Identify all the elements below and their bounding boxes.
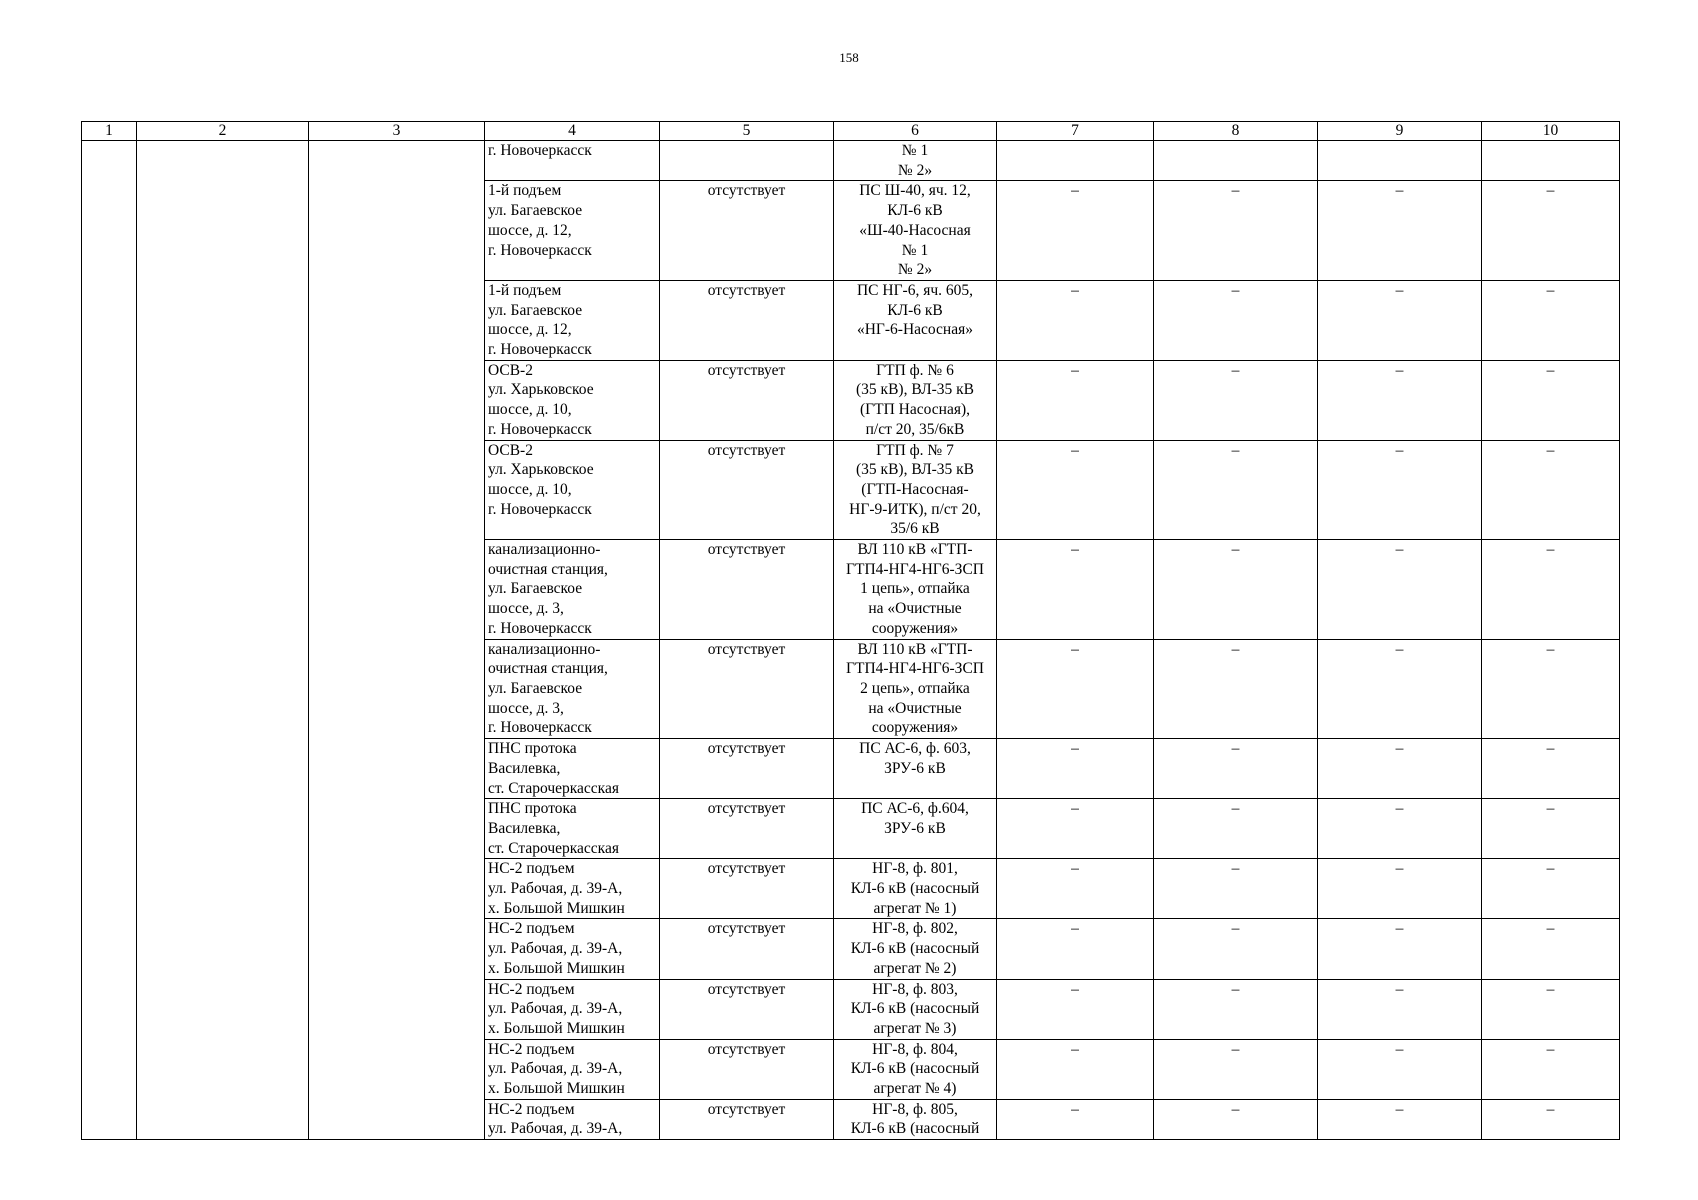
supply-cell: ГТП ф. № 7 (35 кВ), ВЛ-35 кВ (ГТП-Насосная- НГ-9-ИТК), п/ст 20, 35/6 кВ: [834, 440, 997, 540]
address-cell: НС-2 подъем ул. Рабочая, д. 39-А, х. Большой Мишкин: [485, 919, 660, 979]
sensor-cell: отсутствует: [660, 280, 834, 360]
col-9-cell: –: [1318, 859, 1482, 919]
col-10-cell: –: [1482, 859, 1620, 919]
col-7-cell: –: [997, 280, 1154, 360]
column-header: 8: [1154, 122, 1318, 141]
col-10-cell: –: [1482, 919, 1620, 979]
col-10-cell: –: [1482, 1039, 1620, 1099]
col-10-cell: –: [1482, 181, 1620, 281]
col-7-cell: [997, 141, 1154, 181]
sensor-cell: отсутствует: [660, 859, 834, 919]
col-8-cell: –: [1154, 739, 1318, 799]
col-9-cell: –: [1318, 440, 1482, 540]
col-8-cell: –: [1154, 440, 1318, 540]
col-8-cell: –: [1154, 979, 1318, 1039]
col-10-cell: –: [1482, 739, 1620, 799]
col-7-cell: –: [997, 799, 1154, 859]
sensor-cell: отсутствует: [660, 540, 834, 640]
col-9-cell: –: [1318, 799, 1482, 859]
col-7-cell: –: [997, 1039, 1154, 1099]
col-8-cell: [1154, 141, 1318, 181]
col-7-cell: –: [997, 540, 1154, 640]
col-9-cell: –: [1318, 1039, 1482, 1099]
col-10-cell: –: [1482, 540, 1620, 640]
col-9-cell: –: [1318, 639, 1482, 739]
col-8-cell: –: [1154, 859, 1318, 919]
supply-cell: ГТП ф. № 6 (35 кВ), ВЛ-35 кВ (ГТП Насосная), п/ст 20, 35/6кВ: [834, 360, 997, 440]
column-header: 3: [309, 122, 485, 141]
page-number: 158: [839, 50, 859, 65]
sensor-cell: отсутствует: [660, 919, 834, 979]
sensor-cell: отсутствует: [660, 1039, 834, 1099]
col-8-cell: –: [1154, 360, 1318, 440]
supply-cell: № 1 № 2»: [834, 141, 997, 181]
col-10-cell: [1482, 141, 1620, 181]
supply-cell: ВЛ 110 кВ «ГТП- ГТП4-НГ4-НГ6-ЗСП 1 цепь», отпайка на «Очистные сооружения»: [834, 540, 997, 640]
sensor-cell: отсутствует: [660, 739, 834, 799]
sensor-cell: отсутствует: [660, 1099, 834, 1139]
col-7-cell: –: [997, 919, 1154, 979]
address-cell: НС-2 подъем ул. Рабочая, д. 39-А, х. Большой Мишкин: [485, 1039, 660, 1099]
column-header: 10: [1482, 122, 1620, 141]
col-10-cell: –: [1482, 979, 1620, 1039]
col-8-cell: –: [1154, 540, 1318, 640]
col-1-cell: [82, 141, 137, 1140]
sensor-cell: отсутствует: [660, 639, 834, 739]
address-cell: НС-2 подъем ул. Рабочая, д. 39-А,: [485, 1099, 660, 1139]
col-10-cell: –: [1482, 1099, 1620, 1139]
address-cell: ПНС протока Василевка, ст. Старочеркасская: [485, 799, 660, 859]
sensor-cell: отсутствует: [660, 799, 834, 859]
col-7-cell: –: [997, 181, 1154, 281]
col-7-cell: –: [997, 639, 1154, 739]
address-cell: НС-2 подъем ул. Рабочая, д. 39-А, х. Большой Мишкин: [485, 979, 660, 1039]
col-3-cell: [309, 141, 485, 1140]
supply-cell: НГ-8, ф. 804, КЛ-6 кВ (насосный агрегат № 4): [834, 1039, 997, 1099]
col-8-cell: –: [1154, 919, 1318, 979]
address-cell: канализационно- очистная станция, ул. Багаевское шоссе, д. 3, г. Новочеркасск: [485, 540, 660, 640]
sensor-cell: отсутствует: [660, 181, 834, 281]
col-8-cell: –: [1154, 181, 1318, 281]
address-cell: ОСВ-2 ул. Харьковское шоссе, д. 10, г. Новочеркасск: [485, 360, 660, 440]
column-header: 9: [1318, 122, 1482, 141]
column-header: 6: [834, 122, 997, 141]
supply-cell: ПС АС-6, ф. 603, ЗРУ-6 кВ: [834, 739, 997, 799]
supply-cell: НГ-8, ф. 801, КЛ-6 кВ (насосный агрегат № 1): [834, 859, 997, 919]
col-7-cell: –: [997, 859, 1154, 919]
supply-cell: ПС Ш-40, яч. 12, КЛ-6 кВ «Ш-40-Насосная № 1 № 2»: [834, 181, 997, 281]
col-9-cell: –: [1318, 739, 1482, 799]
col-10-cell: –: [1482, 280, 1620, 360]
col-9-cell: –: [1318, 360, 1482, 440]
address-cell: ПНС протока Василевка, ст. Старочеркасская: [485, 739, 660, 799]
col-7-cell: –: [997, 360, 1154, 440]
column-header: 5: [660, 122, 834, 141]
col-10-cell: –: [1482, 799, 1620, 859]
address-cell: г. Новочеркасск: [485, 141, 660, 181]
supply-cell: ВЛ 110 кВ «ГТП- ГТП4-НГ4-НГ6-ЗСП 2 цепь», отпайка на «Очистные сооружения»: [834, 639, 997, 739]
col-7-cell: –: [997, 739, 1154, 799]
col-10-cell: –: [1482, 639, 1620, 739]
data-table: [81, 121, 1620, 1140]
col-8-cell: –: [1154, 1099, 1318, 1139]
header-row: [82, 122, 1620, 141]
supply-cell: НГ-8, ф. 803, КЛ-6 кВ (насосный агрегат № 3): [834, 979, 997, 1039]
col-10-cell: –: [1482, 360, 1620, 440]
supply-cell: ПС НГ-6, яч. 605, КЛ-6 кВ «НГ-6-Насосная»: [834, 280, 997, 360]
table-row: [82, 141, 1620, 181]
col-9-cell: –: [1318, 919, 1482, 979]
address-cell: НС-2 подъем ул. Рабочая, д. 39-А, х. Большой Мишкин: [485, 859, 660, 919]
sensor-cell: отсутствует: [660, 979, 834, 1039]
col-9-cell: [1318, 141, 1482, 181]
address-cell: 1-й подъем ул. Багаевское шоссе, д. 12, г. Новочеркасск: [485, 181, 660, 281]
supply-cell: НГ-8, ф. 802, КЛ-6 кВ (насосный агрегат № 2): [834, 919, 997, 979]
address-cell: ОСВ-2 ул. Харьковское шоссе, д. 10, г. Новочеркасск: [485, 440, 660, 540]
address-cell: 1-й подъем ул. Багаевское шоссе, д. 12, г. Новочеркасск: [485, 280, 660, 360]
col-2-cell: [137, 141, 309, 1140]
column-header: 2: [137, 122, 309, 141]
sensor-cell: отсутствует: [660, 440, 834, 540]
col-8-cell: –: [1154, 280, 1318, 360]
supply-cell: НГ-8, ф. 805, КЛ-6 кВ (насосный: [834, 1099, 997, 1139]
col-9-cell: –: [1318, 979, 1482, 1039]
col-7-cell: –: [997, 979, 1154, 1039]
supply-cell: ПС АС-6, ф.604, ЗРУ-6 кВ: [834, 799, 997, 859]
col-9-cell: –: [1318, 181, 1482, 281]
col-9-cell: –: [1318, 280, 1482, 360]
col-8-cell: –: [1154, 639, 1318, 739]
column-header: 7: [997, 122, 1154, 141]
col-9-cell: –: [1318, 1099, 1482, 1139]
sensor-cell: [660, 141, 834, 181]
col-10-cell: –: [1482, 440, 1620, 540]
column-header: 4: [485, 122, 660, 141]
col-8-cell: –: [1154, 1039, 1318, 1099]
col-8-cell: –: [1154, 799, 1318, 859]
col-7-cell: –: [997, 440, 1154, 540]
column-header: 1: [82, 122, 137, 141]
sensor-cell: отсутствует: [660, 360, 834, 440]
col-9-cell: –: [1318, 540, 1482, 640]
address-cell: канализационно- очистная станция, ул. Багаевское шоссе, д. 3, г. Новочеркасск: [485, 639, 660, 739]
col-7-cell: –: [997, 1099, 1154, 1139]
